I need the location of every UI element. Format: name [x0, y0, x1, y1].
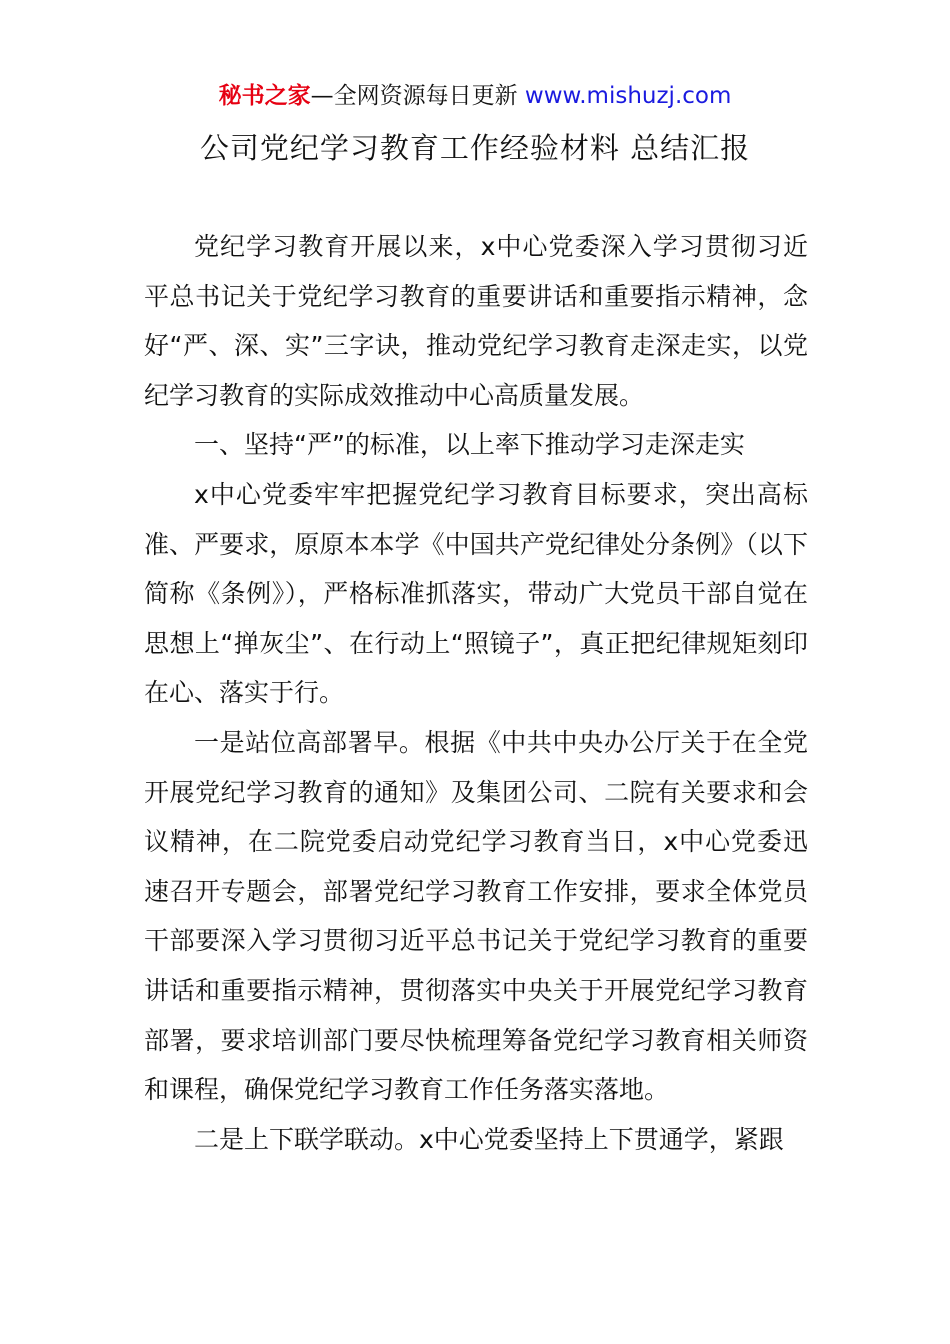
- site-header: [0, 80, 950, 112]
- site-url-link[interactable]: www.mishuzj.com: [524, 83, 732, 109]
- document-title: 公司党纪学习教育工作经验材料 总结汇报: [199, 131, 751, 165]
- document-body: [144, 222, 808, 1164]
- site-tagline: —全网资源每日更新: [310, 83, 525, 109]
- section-heading: 一、坚持“严”的标准，以上率下推动学习走深走实: [194, 430, 745, 460]
- paragraph: 一是站位高部署早。根据《中共中央办公厅关于在全党开展党纪学习教育的通知》及集团公司、二院有关要求和会议精神，在二院党委启动党纪学习教育当日，x中心党委迅速召开专题会，部署党纪学习教育工作安排，要求全体党员干部要深入学习贯彻习近平总书记关于党纪学习教育的重要讲话和重要指示精神，贯彻落实中央关于开展党纪学习教育部署，要求培训部门要尽快梳理筹备党纪学习教育相关师资和课程，确保党纪学习教育工作任务落实落地。: [144, 727, 808, 1105]
- paragraph: x中心党委牢牢把握党纪学习教育目标要求，突出高标准、严要求，原原本本学《中国共产党纪律处分条例》（以下简称《条例》），严格标准抓落实，带动广大党员干部自觉在思想上“掸灰尘”、在行动上“照镜子”，真正把纪律规矩刻印在心、落实于行。: [144, 479, 808, 708]
- paragraph: 二是上下联学联动。x中心党委坚持上下贯通学，紧跟: [194, 1124, 784, 1154]
- paragraph: 党纪学习教育开展以来，x中心党委深入学习贯彻习近平总书记关于党纪学习教育的重要讲话和重要指示精神，念好“严、深、实”三字诀，推动党纪学习教育走深走实，以党纪学习教育的实际成效推动中心高质量发展。: [144, 232, 808, 410]
- site-brand: 秘书之家: [218, 83, 311, 109]
